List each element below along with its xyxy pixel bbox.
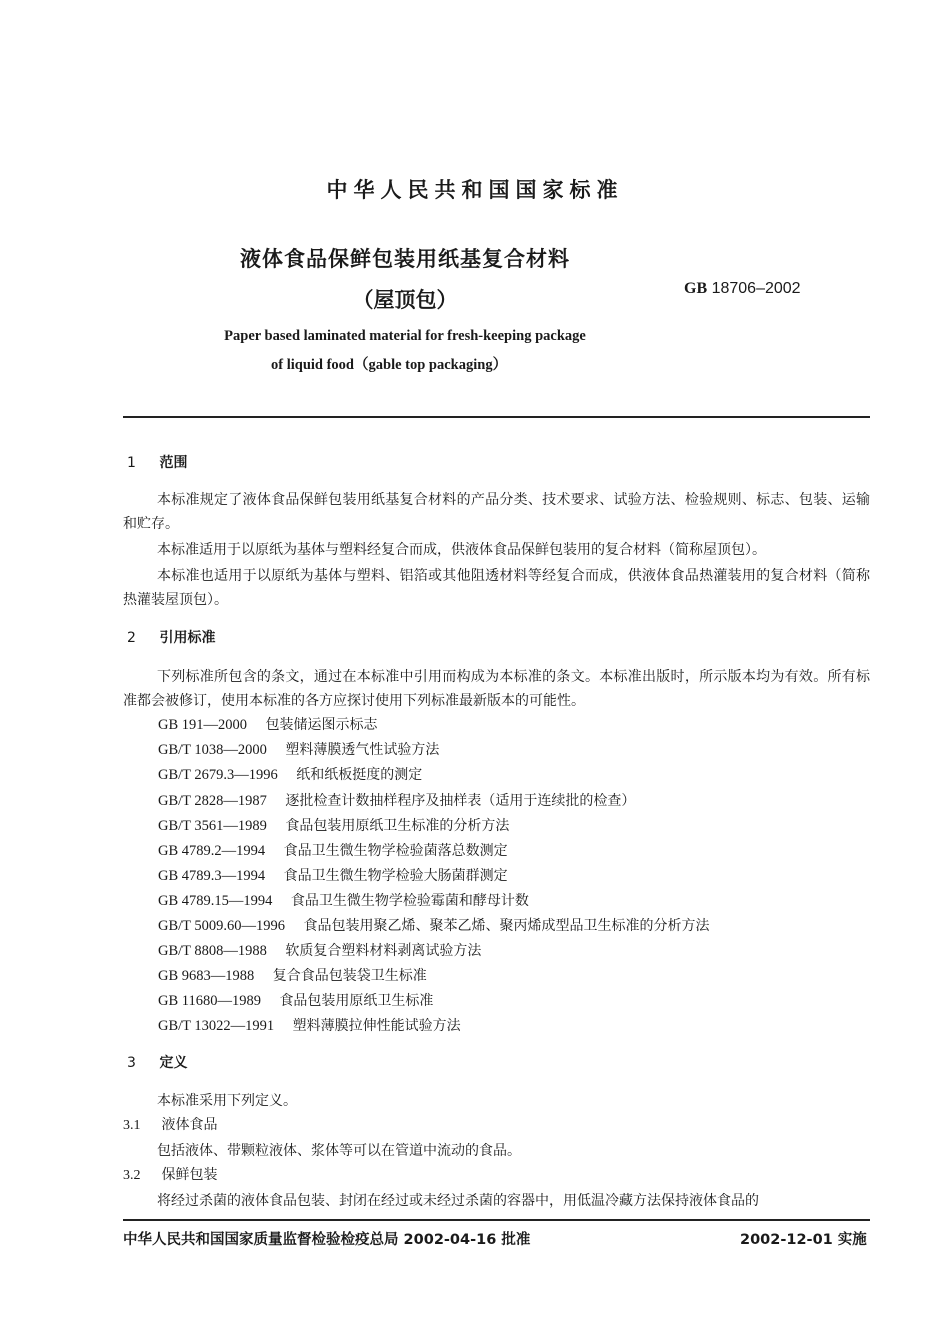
definition-title: 保鲜包装 bbox=[161, 1167, 218, 1183]
title-en-line2: of liquid food（gable top packaging） bbox=[271, 357, 508, 373]
reference-title: 软质复合塑料材料剥离试验方法 bbox=[285, 943, 482, 959]
reference-item bbox=[158, 915, 709, 935]
reference-item bbox=[158, 714, 377, 734]
paragraph: 本标准规定了液体食品保鲜包装用纸基复合材料的产品分类、技术要求、试验方法、检验规则、标志、包装、运输和贮存。 bbox=[123, 492, 870, 532]
reference-title: 食品包装用原纸卫生标准 bbox=[279, 993, 434, 1009]
header-divider bbox=[123, 416, 870, 418]
reference-item bbox=[158, 739, 439, 759]
reference-item bbox=[158, 965, 427, 985]
reference-title: 塑料薄膜透气性试验方法 bbox=[285, 742, 440, 758]
section-number: 2 bbox=[127, 630, 136, 646]
definition-text: 包括液体、带颗粒液体、浆体等可以在管道中流动的食品。 bbox=[157, 1143, 521, 1159]
paragraph: 本标准也适用于以原纸为基体与塑料、铝箔或其他阻透材料等经复合而成，供液体食品热灌装用的复合材料（简称热灌装屋顶包）。 bbox=[123, 568, 870, 608]
definition-title: 液体食品 bbox=[161, 1117, 218, 1133]
national-standard-header: 中华人民共和国国家标准 bbox=[326, 178, 624, 202]
paragraph: 下列标准所包含的条文，通过在本标准中引用而构成为本标准的条文。本标准出版时，所示版本均为有效。所有标准都会被修订，使用本标准的各方应探讨使用下列标准最新版本的可能性。 bbox=[123, 669, 870, 709]
effective-date: 2002-12-01 实施 bbox=[740, 1232, 867, 1248]
reference-code: GB 4789.15—1994 bbox=[158, 893, 273, 909]
section-title: 范围 bbox=[159, 455, 188, 471]
reference-title: 包装储运图示标志 bbox=[265, 717, 378, 733]
reference-title: 食品包装用原纸卫生标准的分析方法 bbox=[285, 818, 510, 834]
reference-item bbox=[158, 790, 635, 810]
reference-item bbox=[158, 1015, 461, 1035]
standard-code-number: 18706–2002 bbox=[711, 280, 801, 297]
reference-code: GB/T 5009.60—1996 bbox=[158, 918, 286, 934]
reference-code: GB 9683—1988 bbox=[158, 968, 255, 984]
paragraph: 本标准采用下列定义。 bbox=[157, 1093, 297, 1109]
reference-title: 复合食品包装袋卫生标准 bbox=[272, 968, 427, 984]
reference-title: 食品卫生微生物学检验大肠菌群测定 bbox=[283, 868, 508, 884]
reference-code: GB 4789.2—1994 bbox=[158, 843, 266, 859]
reference-code: GB/T 2679.3—1996 bbox=[158, 767, 278, 783]
section-2-heading bbox=[127, 627, 215, 647]
section-title: 定义 bbox=[159, 1055, 188, 1071]
section-3-heading bbox=[127, 1052, 187, 1072]
title-zh-line2: （屋顶包） bbox=[352, 288, 458, 312]
reference-item bbox=[158, 890, 529, 910]
reference-code: GB/T 1038—2000 bbox=[158, 742, 267, 758]
footer-divider bbox=[123, 1219, 870, 1221]
reference-code: GB 191—2000 bbox=[158, 717, 248, 733]
section-number: 3 bbox=[127, 1055, 136, 1071]
reference-item bbox=[158, 840, 508, 860]
standard-code-prefix: GB bbox=[684, 280, 708, 297]
reference-item bbox=[158, 815, 509, 835]
reference-code: GB 11680—1989 bbox=[158, 993, 261, 1009]
section-1-heading bbox=[127, 452, 187, 472]
reference-item bbox=[158, 865, 508, 885]
section-title: 引用标准 bbox=[159, 630, 216, 646]
definition-number: 3.1 bbox=[123, 1118, 141, 1133]
reference-code: GB/T 13022—1991 bbox=[158, 1018, 275, 1034]
definition-3-1-heading bbox=[123, 1114, 217, 1134]
section-number: 1 bbox=[127, 455, 136, 471]
title-en-line1: Paper based laminated material for fresh-keeping package bbox=[224, 328, 586, 344]
reference-code: GB 4789.3—1994 bbox=[158, 868, 266, 884]
title-zh-line1: 液体食品保鲜包装用纸基复合材料 bbox=[240, 247, 570, 271]
reference-item bbox=[158, 990, 433, 1010]
reference-title: 纸和纸板挺度的测定 bbox=[296, 767, 423, 783]
approval-issuer: 中华人民共和国国家质量监督检验检疫总局 2002-04-16 批准 bbox=[123, 1232, 531, 1248]
definition-number: 3.2 bbox=[123, 1168, 141, 1183]
reference-item bbox=[158, 940, 481, 960]
reference-code: GB/T 2828—1987 bbox=[158, 793, 267, 809]
definition-text: 将经过杀菌的液体食品包装、封闭在经过或未经过杀菌的容器中，用低温冷藏方法保持液体食品的 bbox=[157, 1193, 759, 1209]
reference-title: 食品包装用聚乙烯、聚苯乙烯、聚丙烯成型品卫生标准的分析方法 bbox=[303, 918, 710, 934]
reference-title: 食品卫生微生物学检验菌落总数测定 bbox=[283, 843, 508, 859]
standard-code bbox=[684, 280, 801, 298]
reference-code: GB/T 3561—1989 bbox=[158, 818, 267, 834]
reference-title: 逐批检查计数抽样程序及抽样表（适用于连续批的检查） bbox=[285, 793, 636, 809]
reference-item bbox=[158, 764, 422, 784]
reference-title: 塑料薄膜拉伸性能试验方法 bbox=[292, 1018, 461, 1034]
definition-3-2-heading bbox=[123, 1164, 217, 1184]
paragraph: 本标准适用于以原纸为基体与塑料经复合而成，供液体食品保鲜包装用的复合材料（简称屋顶包）。 bbox=[157, 542, 766, 558]
reference-title: 食品卫生微生物学检验霉菌和酵母计数 bbox=[290, 893, 529, 909]
reference-code: GB/T 8808—1988 bbox=[158, 943, 267, 959]
